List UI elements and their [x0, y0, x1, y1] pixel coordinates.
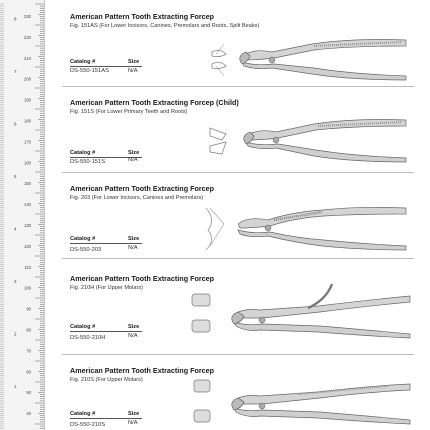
ruler-mm-label: 70	[26, 348, 31, 354]
forcep-image	[188, 278, 412, 348]
ruler-cm-label: 4	[14, 226, 17, 232]
ruler-mm-label: 200	[24, 76, 31, 82]
ruler-mm-label: 230	[24, 14, 31, 19]
ruler-cm-label: 8	[14, 16, 17, 22]
ruler-mm-label: 50	[26, 390, 31, 396]
product-figure-description: Fig. 151S (For Lower Primary Teeth and Roots)	[70, 109, 188, 115]
label-underline	[70, 243, 142, 244]
ruler-mm-label: 140	[24, 202, 31, 208]
catalog-number: DS-550-210S	[70, 422, 106, 428]
product-figure-description: Fig. 210S (For Upper Molars)	[70, 377, 143, 383]
product-title: American Pattern Tooth Extracting Forcep	[70, 366, 215, 375]
size-value: N/A	[128, 333, 138, 339]
size-value: N/A	[128, 68, 138, 74]
ruler-mm-label: 170	[24, 139, 31, 145]
size-label: Size	[128, 150, 140, 156]
size-value: N/A	[128, 245, 138, 251]
ruler-mm-label: 130	[24, 223, 31, 228]
ruler-mm-label: 100	[24, 285, 31, 291]
ruler-scale	[0, 0, 44, 430]
measurement-ruler	[0, 0, 45, 430]
catalog-label: Catalog #	[70, 324, 96, 330]
product-figure-description: Fig. 210H (For Upper Molars)	[70, 285, 144, 291]
ruler-mm-label: 160	[24, 160, 31, 166]
product-entry	[62, 354, 414, 430]
ruler-cm-label: 7	[14, 69, 17, 74]
size-label: Size	[128, 236, 140, 242]
ruler-cm-label: 2	[14, 331, 17, 337]
ruler-mm-label: 120	[24, 243, 31, 249]
product-figure-description: Fig. 203 (For Lower Incisors, Canines and Premolars)	[70, 195, 204, 201]
product-entry	[62, 86, 414, 173]
product-figure-description: Fig. 151AS (For Lower Incisors, Canines, Premolars and Roots, Split Beaks)	[70, 23, 260, 29]
product-title: American Pattern Tooth Extracting Forcep	[70, 274, 215, 283]
product-entry	[62, 262, 414, 355]
catalog-number: DS-550-151S	[70, 159, 106, 165]
size-value: N/A	[128, 157, 138, 163]
size-label: Size	[128, 59, 140, 65]
ruler-mm-label: 60	[26, 369, 31, 375]
label-underline	[70, 331, 142, 332]
catalog-number: DS-550-151AS	[70, 68, 109, 74]
forcep-image	[202, 34, 412, 82]
product-title: American Pattern Tooth Extracting Forcep	[70, 184, 215, 193]
catalog-label: Catalog #	[70, 150, 96, 156]
ruler-mm-label: 210	[24, 55, 31, 61]
ruler-mm-label: 220	[24, 34, 31, 40]
ruler-cm-label: 6	[14, 121, 17, 127]
label-underline	[70, 66, 142, 67]
catalog-number: DS-550-203	[70, 247, 102, 253]
product-entry	[62, 172, 414, 259]
ruler-mm-label: 90	[26, 306, 31, 312]
ruler-mm-label: 110	[24, 264, 31, 270]
catalog-number: DS-550-210H	[70, 335, 106, 341]
ruler-mm-label: 180	[24, 118, 31, 124]
catalog-label: Catalog #	[70, 59, 96, 65]
ruler-mm-label: 40	[26, 411, 31, 417]
catalog-label: Catalog #	[70, 411, 96, 417]
product-title: American Pattern Tooth Extracting Forcep	[70, 12, 215, 21]
catalog-page	[62, 0, 414, 430]
catalog-label: Catalog #	[70, 236, 96, 242]
ruler-cm-label: 1	[14, 384, 17, 389]
label-underline	[70, 418, 142, 419]
ruler-mm-label: 80	[26, 327, 31, 333]
size-value: N/A	[128, 420, 138, 426]
ruler-cm-label: 5	[14, 174, 17, 179]
ruler-mm-label: 150	[24, 181, 31, 187]
forcep-image	[202, 114, 412, 166]
forcep-image	[202, 200, 412, 252]
ruler-cm-label: 3	[14, 279, 17, 284]
size-label: Size	[128, 324, 140, 330]
forcep-image	[188, 374, 412, 430]
size-label: Size	[128, 411, 140, 417]
ruler-mm-label: 190	[24, 97, 31, 103]
product-title: American Pattern Tooth Extracting Forcep (Child)	[70, 98, 239, 107]
product-entry	[62, 0, 414, 87]
